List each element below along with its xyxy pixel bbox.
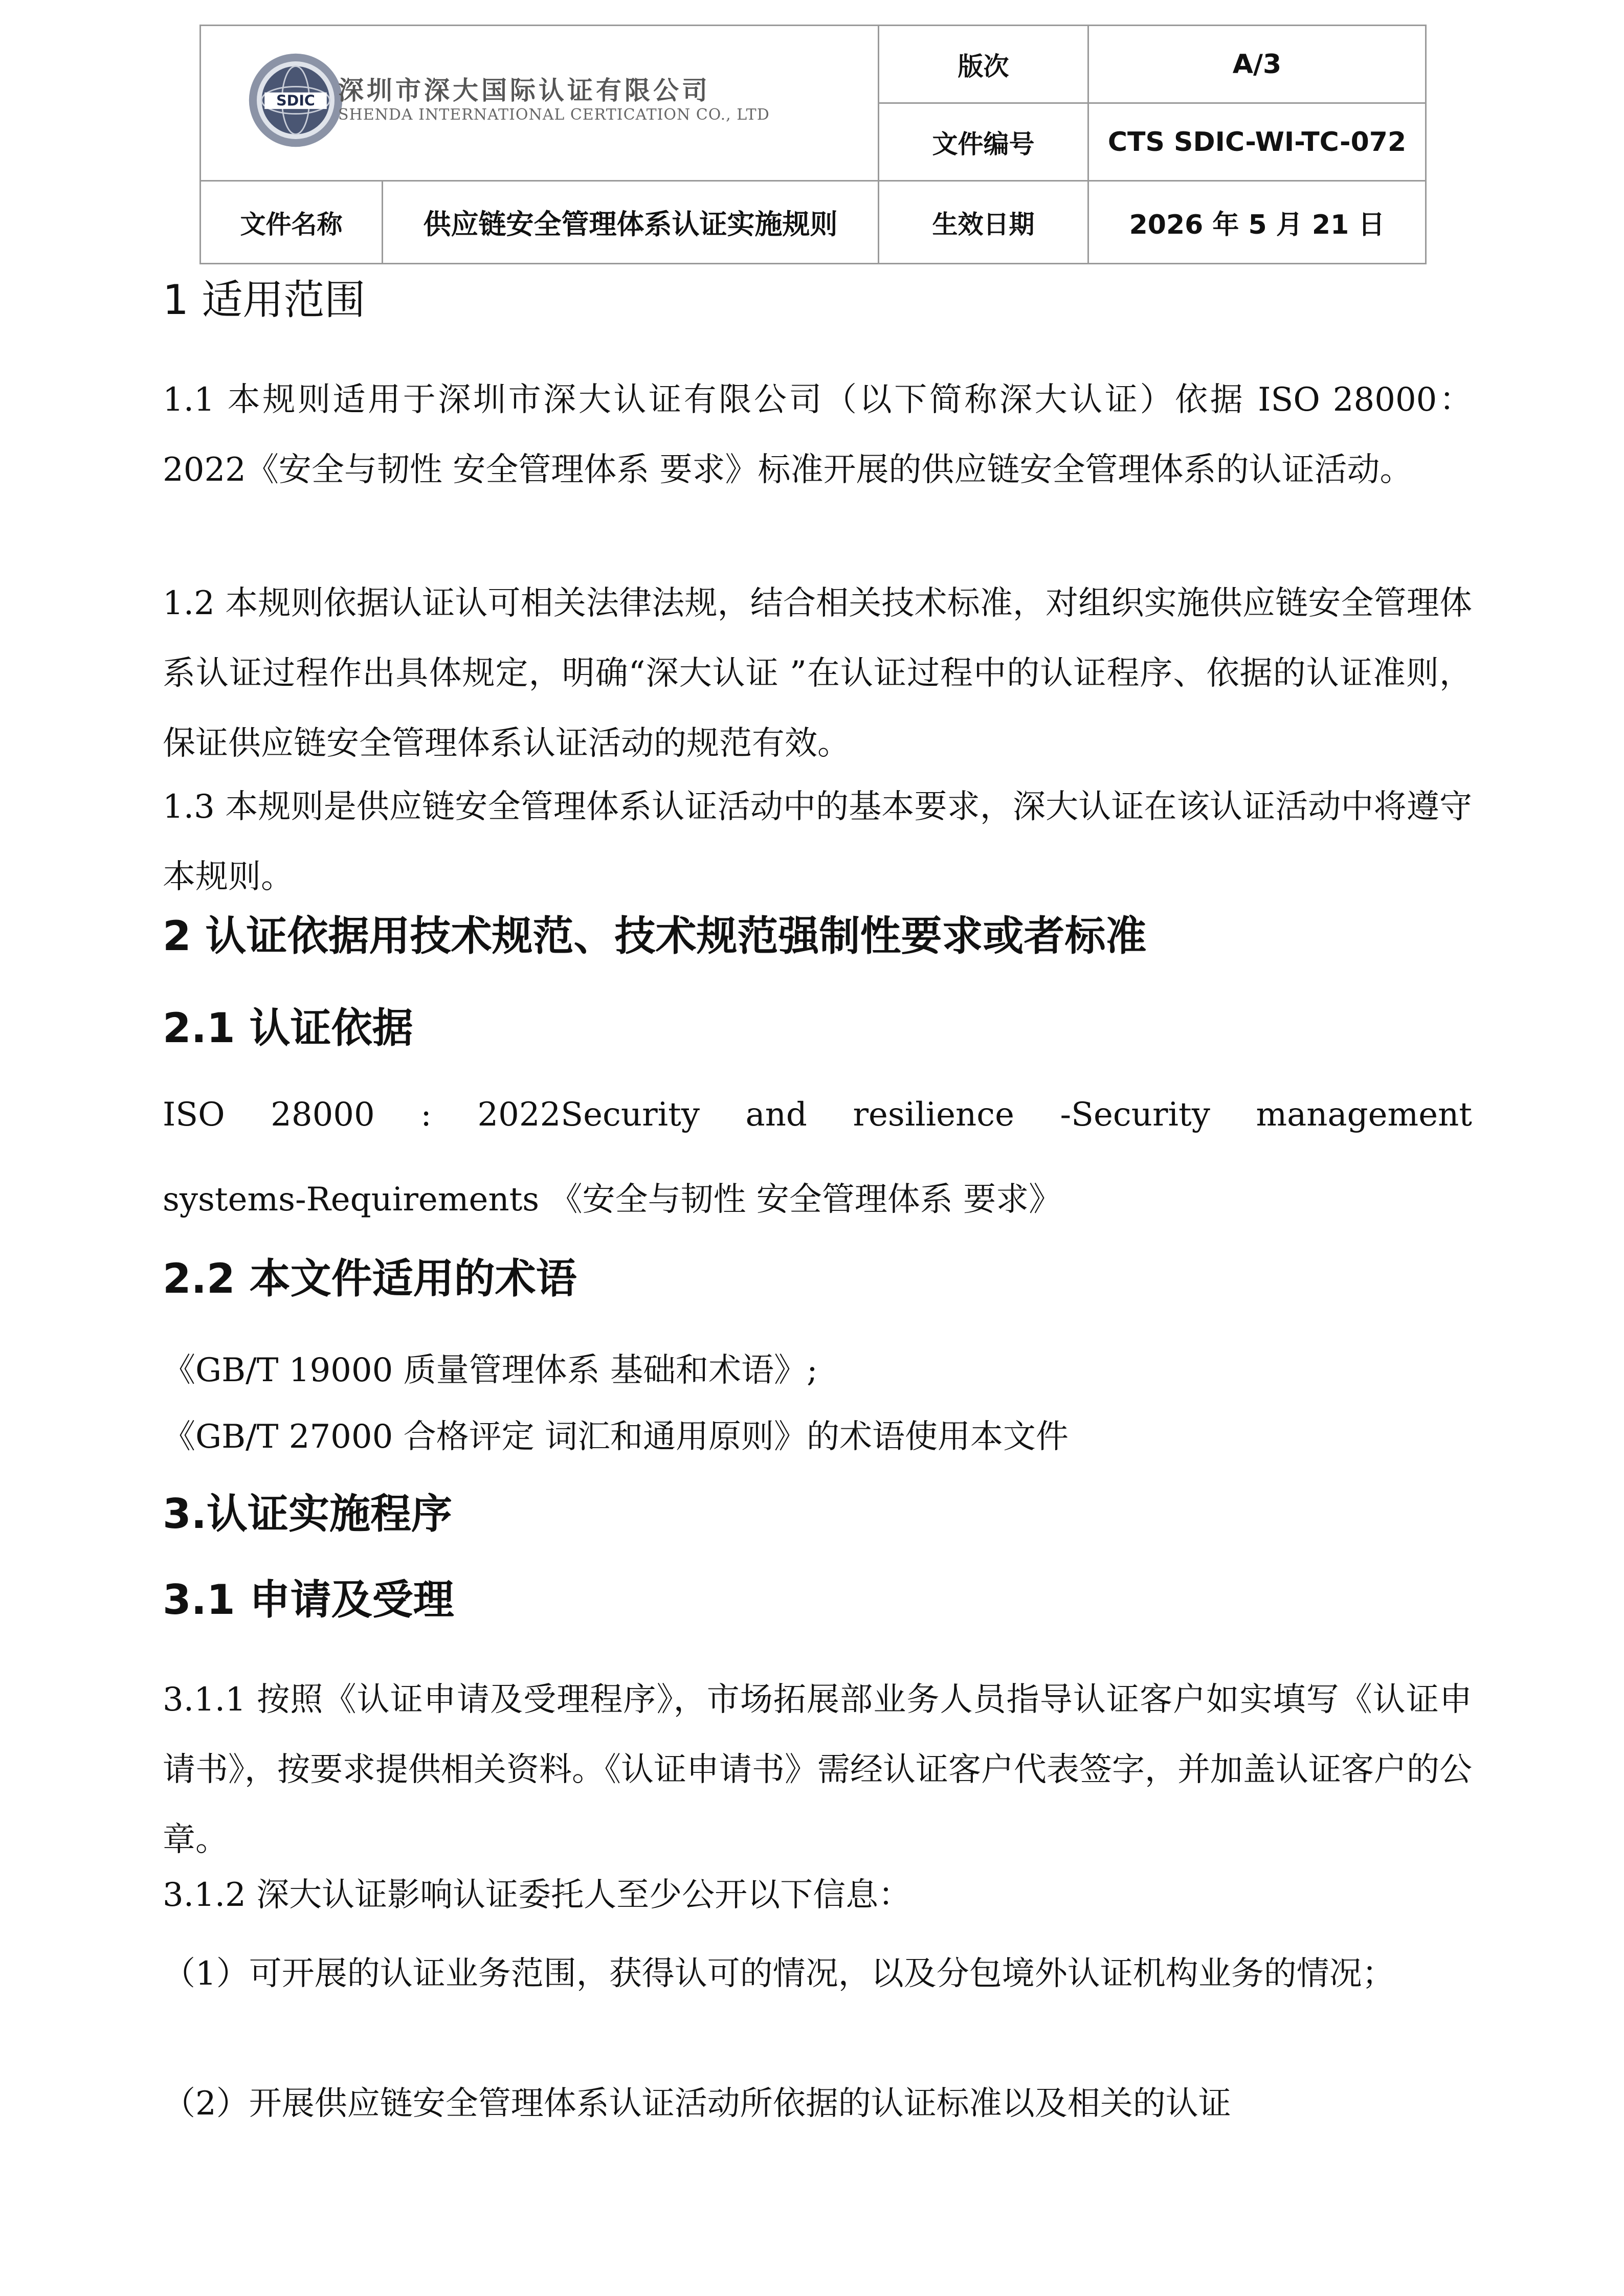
paragraph-1-3: 1.3 本规则是供应链安全管理体系认证活动中的基本要求，深大认证在该认证活动中将遵守本规则。 bbox=[163, 788, 1472, 896]
company-seal-icon bbox=[247, 52, 344, 149]
seal-text: SDIC bbox=[276, 92, 315, 109]
list-item-1: （1）可开展的认证业务范围，获得认可的情况，以及分包境外认证机构业务的情况； bbox=[163, 1955, 1395, 1993]
standard-line-2: systems-Requirements 《安全与韧性 安全管理体系 要求》 bbox=[163, 1181, 1062, 1219]
company-name-en: SHENDA INTERNATIONAL CERTICATION CO., LTD bbox=[338, 106, 770, 124]
paragraph-1-2: 1.2 本规则依据认证认可相关法律法规，结合相关技术标准，对组织实施供应链安全管理体系认证过程作出具体规定，明确“深大认证 ”在认证过程中的认证程序、依据的认证准则，保证供应链安全管理体系认证活动的规范有效。 bbox=[163, 584, 1472, 762]
doc-name-label: 文件名称 bbox=[201, 181, 383, 264]
paragraph-1-1: 1.1 本规则适用于深圳市深大认证有限公司（以下简称深大认证）依据 ISO 28000：2022《安全与韧性 安全管理体系 要求》标准开展的供应链安全管理体系的认证活动。 bbox=[163, 381, 1472, 489]
company-name-cn: 深圳市深大国际认证有限公司 bbox=[338, 75, 710, 105]
doc-number-value: CTS SDIC-WI-TC-072 bbox=[1088, 103, 1426, 181]
doc-name-value: 供应链安全管理体系认证实施规则 bbox=[383, 181, 879, 264]
terms-line-2: 《GB/T 27000 合格评定 词汇和通用原则》的术语使用本文件 bbox=[163, 1418, 1069, 1456]
revision-value: A/3 bbox=[1088, 26, 1426, 103]
company-logo-cell bbox=[201, 26, 879, 181]
list-item-2: （2）开展供应链安全管理体系认证活动所依据的认证标准以及相关的认证 bbox=[163, 2085, 1231, 2123]
revision-label: 版次 bbox=[879, 26, 1088, 103]
section-1-heading: 1 适用范围 bbox=[163, 276, 366, 324]
doc-number-label: 文件编号 bbox=[879, 103, 1088, 181]
effective-date-label: 生效日期 bbox=[879, 181, 1088, 264]
section-3-1-heading: 3.1 申请及受理 bbox=[163, 1576, 454, 1624]
terms-line-1: 《GB/T 19000 质量管理体系 基础和术语》; bbox=[163, 1352, 818, 1389]
standard-line-1: ISO 28000 : 2022Security and resilience -Security management bbox=[163, 1096, 1472, 1134]
section-3-heading: 3.认证实施程序 bbox=[163, 1490, 453, 1538]
section-2-2-heading: 2.2 本文件适用的术语 bbox=[163, 1255, 577, 1302]
section-2-heading: 2 认证依据用技术规范、技术规范强制性要求或者标准 bbox=[163, 912, 1147, 960]
section-2-1-heading: 2.1 认证依据 bbox=[163, 1004, 413, 1052]
paragraph-3-1-1: 3.1.1 按照《认证申请及受理程序》，市场拓展部业务人员指导认证客户如实填写《认证申请书》，按要求提供相关资料。《认证申请书》需经认证客户代表签字，并加盖认证客户的公章。 bbox=[163, 1681, 1472, 1859]
paragraph-3-1-2: 3.1.2 深大认证影响认证委托人至少公开以下信息： bbox=[163, 1876, 911, 1914]
document-header-table bbox=[199, 25, 1427, 264]
effective-date-value: 2026 年 5 月 21 日 bbox=[1088, 181, 1426, 264]
